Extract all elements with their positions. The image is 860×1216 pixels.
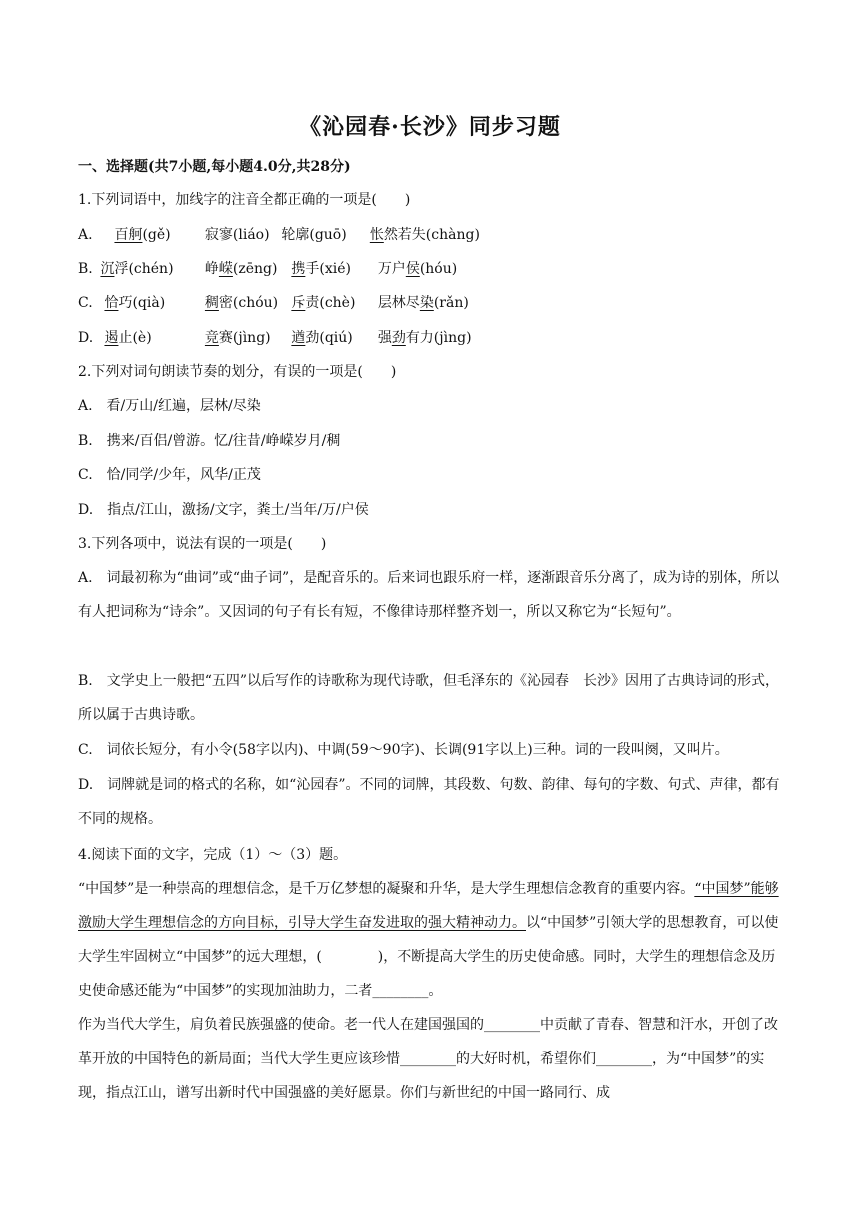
q3-option-b: B. 文学史上一般把“五四”以后写作的诗歌称为现代诗歌，但毛泽东的《沁园春 长沙》因用了古典诗词的形式，所以属于古典诗歌。	[78, 673, 780, 723]
word-rest: 有力(jìng)	[405, 330, 472, 346]
word-prefix: 强	[377, 330, 392, 346]
underlined-sentence: “中国梦”能够激励大学生理想信念的方向目标，引导大学生奋发进取的强大精神动力。	[78, 881, 779, 931]
q2-option-a: A. 看/万山/红遍，层林/尽染	[78, 398, 261, 414]
pinyin: (gě)	[142, 227, 171, 243]
pinyin: (rǎn)	[433, 295, 469, 311]
underlined-word: 恰	[104, 295, 119, 311]
underlined-word: 携	[291, 261, 306, 277]
q2-option-b: B. 携来/百侣/曾游。忆/往昔/峥嵘岁月/稠	[78, 433, 341, 449]
option-label: C.	[78, 295, 93, 311]
question-2-stem: 2.下列对词句朗读节奏的划分，有误的一项是( )	[78, 364, 397, 380]
underlined-word: 嵘	[218, 261, 233, 277]
word-rest: 然若失(chàng)	[383, 227, 480, 243]
q3-option-c: C. 词依长短分，有小令(58字以内)、中调(59～90字)、长调(91字以上)三种。词的一段叫阕，又叫片。	[78, 742, 729, 758]
underlined-word: 遏	[104, 330, 119, 346]
option-label: A.	[78, 227, 93, 243]
q1-option-c	[78, 293, 469, 313]
q4-passage-paragraph-2: 作为当代大学生，肩负着民族强盛的使命。老一代人在建国强国的________中贡献了青春、智慧和汗水，开创了改革开放的中国特色的新局面；当代大学生更应该珍惜________的大好时机，希望你们________，为“中国梦”的实现，指点江山，谱写出新时代中国强盛的美好愿景。你们与新世纪的中国一路同行、成	[78, 1017, 778, 1101]
underlined-word: 染	[419, 295, 434, 311]
pinyin: (liáo)	[232, 227, 270, 243]
pinyin: (zēng)	[232, 261, 278, 277]
underlined-word: 寂寥	[204, 227, 233, 243]
underlined-word: 竞	[204, 330, 219, 346]
word-prefix: 层林尽	[377, 295, 420, 311]
page-title: 《沁园春·长沙》同步习题	[299, 114, 561, 140]
question-4-stem: 4.阅读下面的文字，完成（1）～（3）题。	[78, 847, 348, 863]
q3-option-d: D. 词牌就是词的格式的名称，如“沁园春”。不同的词牌，其段数、句数、韵律、每句的字数、句式、声律，都有不同的规格。	[78, 777, 780, 827]
word-prefix: 峥	[204, 261, 219, 277]
underlined-word: 怅	[369, 227, 384, 243]
q1-option-d	[78, 328, 472, 348]
question-1-stem: 1.下列词语中，加线字的注音全都正确的一项是( )	[78, 192, 411, 208]
passage-text: “中国梦”是一种崇高的理想信念，是千万亿梦想的凝聚和升华，是大学生理想信念教育的重要内容。	[78, 881, 695, 897]
section-heading: 一、选择题(共7小题,每小题4.0分,共28分)	[78, 159, 351, 175]
option-label: D.	[78, 330, 94, 346]
pinyin: (guō)	[309, 227, 347, 243]
pinyin: (hóu)	[419, 261, 458, 277]
word-rest: 密(chóu)	[218, 295, 279, 311]
word-rest: 手(xié)	[305, 261, 351, 277]
q3-option-a: A. 词最初称为“曲词”或“曲子词”，是配音乐的。后来词也跟乐府一样，逐渐跟音乐分离了，成为诗的别体，所以有人把词称为“诗余”。又因词的句子有长有短，不像律诗那样整齐划一，所以又称它为“长短句”。	[78, 570, 780, 620]
q4-passage-paragraph-1	[78, 872, 782, 1008]
underlined-word: 斥	[291, 295, 306, 311]
passage-text: 以“中国梦”引领大学的思想教育，可以使大学生牢固树立“中国梦”的远大理想，( )，不断提高大学生的历史使命感。同时，大学生的理想信念及历史使命感还能为“中国梦”的实现加油助力，二者________。	[78, 915, 779, 999]
word-prefix: 万户	[377, 261, 406, 277]
q2-option-c: C. 恰/同学/少年，风华/正茂	[78, 467, 261, 483]
word-rest: 赛(jìng)	[218, 330, 271, 346]
option-label: B.	[78, 261, 93, 277]
word-rest: 止(è)	[118, 330, 152, 346]
question-3-stem: 3.下列各项中，说法有误的一项是( )	[78, 536, 327, 552]
word-rest: 巧(qià)	[118, 295, 166, 311]
word-rest: 责(chè)	[305, 295, 356, 311]
word-rest: 浮(chén)	[114, 261, 174, 277]
underlined-word: 稠	[204, 295, 219, 311]
q1-option-a	[78, 225, 480, 245]
underlined-word: 遒	[291, 330, 306, 346]
underlined-word: 劲	[391, 330, 406, 346]
underlined-word: 沉	[100, 261, 115, 277]
q1-option-b	[78, 259, 457, 279]
word-rest: 劲(qiú)	[305, 330, 353, 346]
q2-option-d: D. 指点/江山，激扬/文字，粪土/当年/万/户侯	[78, 502, 369, 518]
underlined-word: 轮廓	[281, 227, 310, 243]
underlined-word: 侯	[405, 261, 420, 277]
underlined-word: 百舸	[114, 227, 143, 243]
